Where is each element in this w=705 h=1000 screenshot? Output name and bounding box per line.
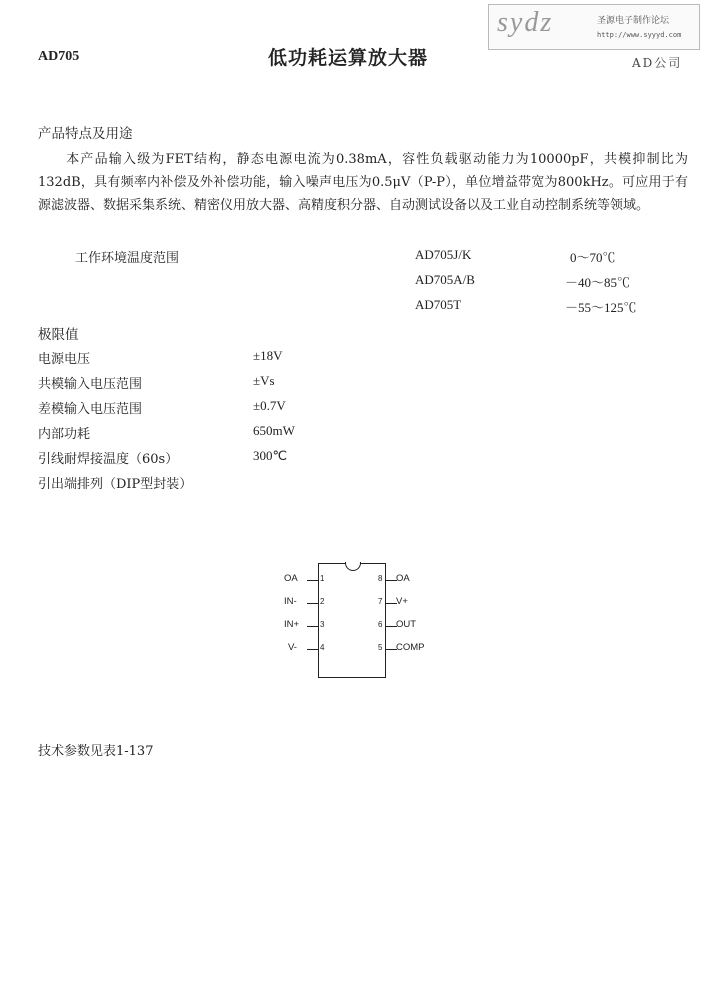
temp-model: AD705A/B	[415, 272, 475, 287]
pin-number: 6	[378, 620, 383, 629]
watermark-url: http://www.syyyd.com	[597, 31, 682, 39]
watermark-logo	[488, 4, 700, 50]
limit-value: ±Vs	[253, 373, 275, 388]
pin-number: 4	[320, 643, 325, 652]
part-number: AD705	[38, 49, 80, 64]
pin-name: IN-	[284, 596, 297, 607]
pin-number: 2	[320, 597, 325, 606]
pin-lead	[307, 649, 319, 650]
temp-range: －40～85℃	[565, 275, 631, 290]
pin-name: IN+	[284, 619, 300, 630]
temp-model: AD705J/K	[415, 247, 472, 262]
pin-number: 1	[320, 574, 325, 583]
temp-range: －55～125℃	[565, 300, 637, 315]
dip-package	[318, 563, 386, 678]
limit-value: 300℃	[253, 448, 288, 463]
company-name: AD公司	[632, 56, 683, 70]
pin-lead	[307, 580, 319, 581]
pin-name: OUT	[396, 619, 417, 630]
pin-number: 7	[378, 597, 383, 606]
temp-range-label: 工作环境温度范围	[75, 251, 180, 266]
limits-heading: 极限值	[38, 327, 79, 343]
temp-range: 0～70℃	[570, 250, 616, 265]
pin-lead	[307, 603, 319, 604]
watermark-name: 圣源电子制作论坛	[597, 16, 670, 26]
page-title: 低功耗运算放大器	[268, 47, 429, 69]
pin-name: V-	[288, 642, 297, 653]
limit-value: ±0.7V	[253, 398, 286, 413]
pin-number: 5	[378, 643, 383, 652]
reference-note: 技术参数见表1-137	[38, 744, 154, 759]
limit-value: ±18V	[253, 348, 283, 363]
pin-lead	[307, 626, 319, 627]
limit-value: 650mW	[253, 423, 295, 438]
watermark-mark: sydz	[497, 7, 554, 38]
pin-number: 3	[320, 620, 325, 629]
limit-label: 内部功耗	[38, 427, 91, 442]
limit-label: 引线耐焊接温度（60s）	[38, 452, 179, 467]
pinout-heading: 引出端排列（DIP型封装）	[38, 477, 193, 492]
pin-number: 8	[378, 574, 383, 583]
features-text: 本产品输入级为FET结构，静态电源电流为0.38mA，容性负载驱动能力为10000pF，共模抑制比为132dB，具有频率内补偿及外补偿功能，输入噪声电压为0.5μV（P-P），单位增益带宽为800kHz。可应用于有源滤波器、数据采集系统、精密仪用放大器、高精度积分器、自动测试设备以及工业自动控制系统等领域。	[38, 152, 688, 213]
pin-name: OA	[396, 573, 410, 584]
pin-name: V+	[396, 596, 408, 607]
limit-label: 共模输入电压范围	[38, 377, 143, 392]
features-heading: 产品特点及用途	[38, 126, 133, 142]
limit-label: 电源电压	[38, 352, 91, 367]
pin-name: OA	[284, 573, 298, 584]
features-paragraph	[38, 148, 688, 217]
limit-label: 差模输入电压范围	[38, 402, 143, 417]
package-notch	[345, 562, 361, 571]
pin-name: COMP	[396, 642, 425, 653]
temp-model: AD705T	[415, 297, 462, 312]
